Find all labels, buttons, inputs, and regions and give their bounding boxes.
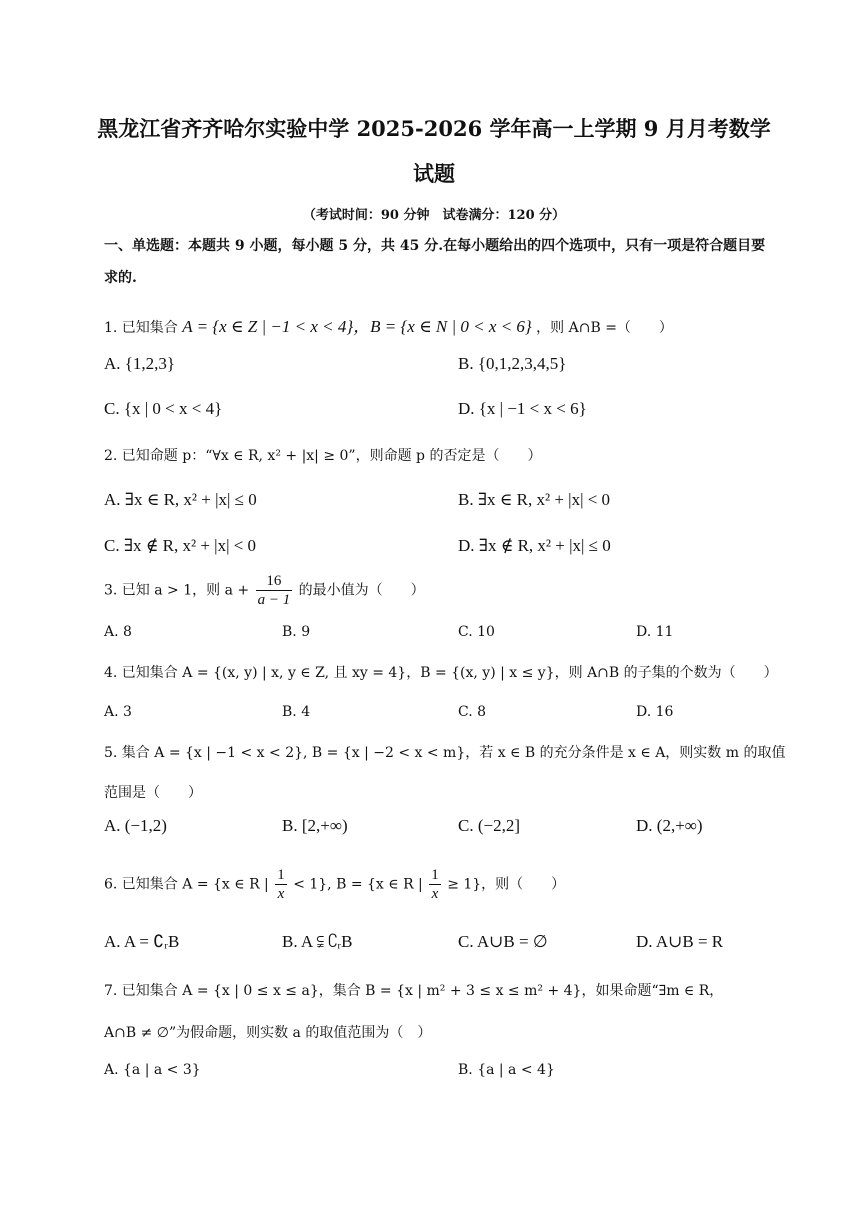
- question-5-option-c: C. (−2,2]: [458, 816, 520, 835]
- question-6-mid: < 1}, B = {x ∈ R |: [293, 876, 423, 893]
- question-4-stem: 4. 已知集合 A = {(x, y) | x, y ∈ Z, 且 xy = 4}，B = {(x, y) | x ≤ y}，则 A∩B 的子集的个数为（ ）: [104, 665, 778, 681]
- question-2-stem: 2. 已知命题 p：“∀x ∈ R, x² + |x| ≥ 0”，则命题 p 的否定是（ ）: [104, 448, 542, 464]
- question-3-suffix: 的最小值为（ ）: [298, 582, 425, 599]
- exam-info: （考试时间：90 分钟 试卷满分：120 分）: [302, 208, 566, 223]
- question-7-stem-line2: A∩B ≠ ∅”为假命题，则实数 a 的取值范围为（ ）: [104, 1025, 432, 1041]
- question-3-fraction: [256, 572, 293, 609]
- question-6-option-d: D. A∪B = R: [636, 932, 724, 951]
- question-6-option-b: B. A ⫋ ∁ᵣB: [282, 932, 353, 951]
- question-2-option-d: D. ∃x ∉ R, x² + |x| ≤ 0: [458, 536, 611, 555]
- question-6-frac2-den: x: [431, 886, 439, 902]
- question-6-option-c: C. A∪B = ∅: [458, 932, 548, 951]
- question-1-option-b: B. {0,1,2,3,4,5}: [458, 354, 567, 373]
- exam-title-line2: 试题: [413, 161, 455, 186]
- question-2-option-a: A. ∃x ∈ R, x² + |x| ≤ 0: [104, 490, 257, 509]
- question-5-stem-line1: 5. 集合 A = {x | −1 < x < 2}, B = {x | −2 < x < m}，若 x ∈ B 的充分条件是 x ∈ A，则实数 m 的取值: [104, 745, 786, 761]
- question-4-option-c: C. 8: [458, 704, 487, 720]
- section-heading: 一、单选题：本题共 9 小题，每小题 5 分，共 45 分.在每小题给出的四个选项中，只有一项是符合题目要求的.: [104, 238, 766, 286]
- question-5-stem-line2: 范围是（ ）: [104, 785, 202, 801]
- question-3-option-d: D. 11: [636, 624, 674, 640]
- question-7-option-a: A. {a | a < 3}: [104, 1062, 201, 1078]
- question-6-fraction-1: [275, 866, 287, 903]
- question-1-prefix: 1. 已知集合: [104, 320, 178, 336]
- question-2-option-b: B. ∃x ∈ R, x² + |x| < 0: [458, 490, 611, 509]
- question-6-stem: [104, 866, 565, 903]
- question-6-frac1-num: 1: [277, 867, 285, 883]
- question-6-frac1-den: x: [277, 886, 285, 902]
- question-4-option-b: B. 4: [282, 704, 311, 720]
- question-1-suffix: ，则 A∩B =（ ）: [536, 320, 673, 336]
- question-3-option-b: B. 9: [282, 624, 311, 640]
- question-3-option-a: A. 8: [104, 624, 132, 640]
- question-1-option-a: A. {1,2,3}: [104, 354, 176, 373]
- question-6-fraction-2: [429, 866, 441, 903]
- question-7-option-b: B. {a | a < 4}: [458, 1062, 555, 1078]
- question-1-stem: [104, 312, 673, 337]
- question-7-stem-line1: 7. 已知集合 A = {x | 0 ≤ x ≤ a}，集合 B = {x | m² + 3 ≤ x ≤ m² + 4}，如果命题“∃m ∈ R，: [104, 983, 724, 999]
- question-3-frac-den: a − 1: [257, 592, 291, 608]
- question-6-frac2-num: 1: [431, 867, 439, 883]
- question-3-option-c: C. 10: [458, 624, 495, 640]
- question-5-option-d: D. (2,+∞): [636, 816, 703, 835]
- question-5-option-b: B. [2,+∞): [282, 816, 348, 835]
- question-1-math: A = {x ∈ Z | −1 < x < 4}，B = {x ∈ N | 0 < x < 6}: [182, 317, 532, 336]
- exam-title-line1: 黑龙江省齐齐哈尔实验中学 2025-2026 学年高一上学期 9 月月考数学: [97, 116, 771, 141]
- question-1-option-c: C. {x | 0 < x < 4}: [104, 399, 223, 418]
- question-6-prefix: 6. 已知集合 A = {x ∈ R |: [104, 876, 269, 893]
- question-3-prefix: 3. 已知 a > 1，则 a +: [104, 582, 250, 599]
- question-1-option-d: D. {x | −1 < x < 6}: [458, 399, 587, 418]
- question-5-option-a: A. (−1,2): [104, 816, 167, 835]
- question-4-option-d: D. 16: [636, 704, 674, 720]
- question-6-option-a: A. A = ∁ᵣB: [104, 932, 180, 951]
- question-4-option-a: A. 3: [104, 704, 132, 720]
- question-3-frac-num: 16: [256, 572, 293, 591]
- question-3-stem: [104, 572, 425, 609]
- question-2-option-c: C. ∃x ∉ R, x² + |x| < 0: [104, 536, 257, 555]
- question-6-suffix: ≥ 1}，则（ ）: [447, 876, 566, 893]
